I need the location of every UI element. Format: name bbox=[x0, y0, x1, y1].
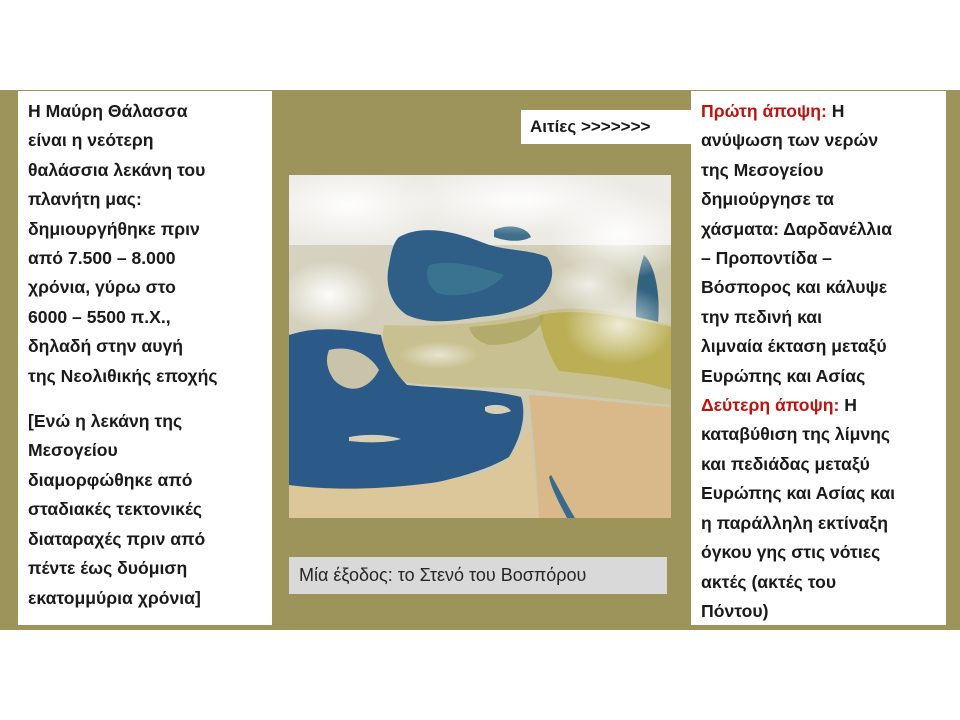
text-line: πέντε έως δυόμιση bbox=[28, 558, 188, 579]
text-line: δημιουργήθηκε πριν bbox=[28, 218, 200, 239]
view-1-heading-line bbox=[701, 97, 942, 126]
text-line: και πεδιάδας μεταξύ bbox=[701, 453, 870, 474]
text-line: χρόνια, γύρω στο bbox=[28, 277, 176, 298]
view-1-label: Πρώτη άποψη: bbox=[701, 101, 827, 121]
text-line: εκατομμύρια χρόνια] bbox=[28, 587, 201, 608]
causes-label: Αιτίες >>>>>>> bbox=[521, 110, 691, 144]
text-line: είναι η νεότερη bbox=[28, 130, 154, 151]
text-line: Ευρώπης και Ασίας bbox=[701, 365, 866, 386]
text-line: καταβύθιση της λίμνης bbox=[701, 424, 891, 445]
right-text-panel bbox=[691, 91, 946, 625]
text-line: Μεσογείου bbox=[28, 440, 118, 461]
text-line: Βόσπορος και κάλυψε bbox=[701, 277, 888, 298]
text-line: θαλάσσια λεκάνη του bbox=[28, 159, 206, 180]
text-line: δημιούργησε τα bbox=[701, 189, 834, 210]
text-line: Πόντου) bbox=[701, 600, 769, 621]
mediterranean-paragraph bbox=[28, 407, 266, 613]
text-line: [Ενώ η λεκάνη της bbox=[28, 411, 183, 432]
text-line: η παράλληλη εκτίναξη bbox=[701, 512, 888, 533]
text-line: από 7.500 – 8.000 bbox=[28, 248, 176, 269]
text-line: της Νεολιθικής εποχής bbox=[28, 365, 218, 386]
satellite-map-image bbox=[289, 175, 671, 518]
text-line: δηλαδή στην αυγή bbox=[28, 336, 184, 357]
text-line: ανύψωση των νερών bbox=[701, 130, 879, 151]
text-line: Η Μαύρη Θάλασσα bbox=[28, 101, 188, 121]
text-line: διαταραχές πριν από bbox=[28, 528, 206, 549]
text-line: Ευρώπης και Ασίας και bbox=[701, 483, 896, 504]
text-line: της Μεσογείου bbox=[701, 159, 824, 180]
text-line: 6000 – 5500 π.Χ., bbox=[28, 306, 171, 327]
text-line: – Προποντίδα – bbox=[701, 248, 832, 269]
view-2-label: Δεύτερη άποψη: bbox=[701, 395, 840, 416]
view-2-heading-line bbox=[701, 391, 942, 420]
text-line: πλανήτη μας: bbox=[28, 189, 142, 210]
left-text-panel bbox=[18, 91, 272, 625]
view-2-text bbox=[701, 420, 942, 626]
text-line: όγκου γης στις νότιες bbox=[701, 542, 881, 563]
view-1-text bbox=[701, 126, 942, 391]
map-caption: Μία έξοδος: το Στενό του Βοσπόρου bbox=[289, 557, 667, 594]
text-line: σταδιακές τεκτονικές bbox=[28, 499, 203, 520]
text-line: την πεδινή και bbox=[701, 306, 822, 327]
view-1-first-line-rest: Η bbox=[826, 101, 845, 121]
black-sea-satellite-map bbox=[289, 175, 671, 518]
text-line: ακτές (ακτές του bbox=[701, 571, 837, 592]
paragraph-gap bbox=[28, 391, 266, 407]
text-line: λιμναία έκταση μεταξύ bbox=[701, 336, 887, 357]
text-line: διαμορφώθηκε από bbox=[28, 469, 193, 490]
black-sea-paragraph bbox=[28, 97, 266, 391]
view-2-first-line-rest: Η bbox=[839, 395, 857, 416]
text-line: χάσματα: Δαρδανέλλια bbox=[701, 218, 893, 239]
